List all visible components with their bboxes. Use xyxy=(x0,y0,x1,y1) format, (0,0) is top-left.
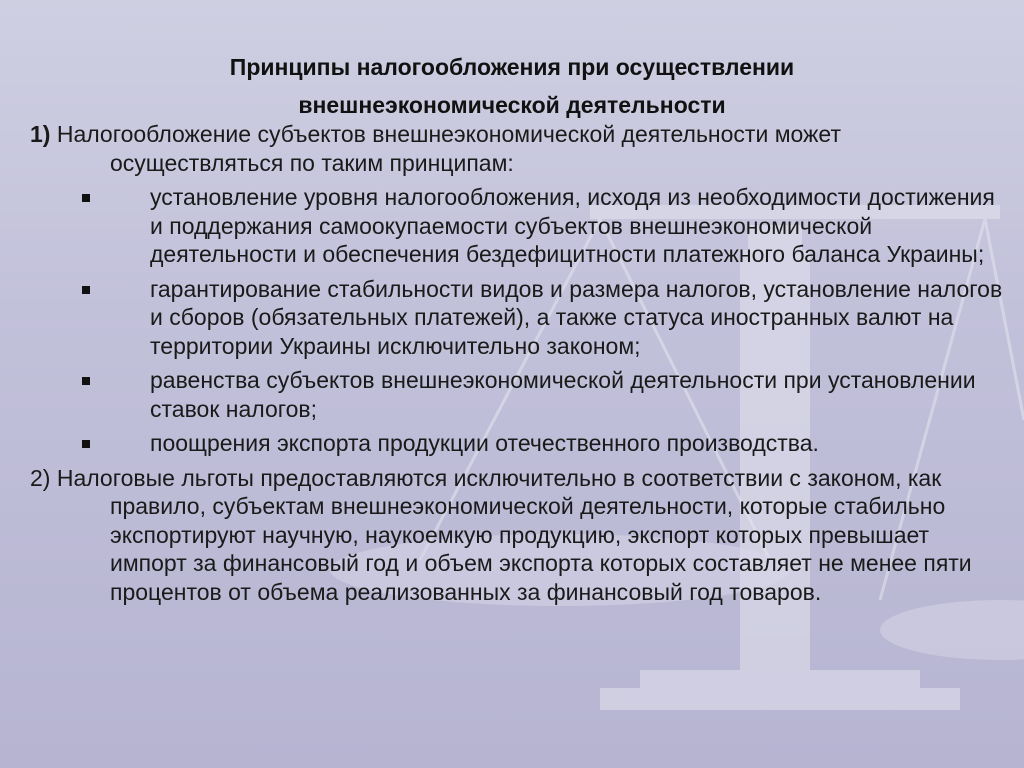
bullet-list xyxy=(30,183,1005,458)
square-bullet-icon xyxy=(82,440,90,448)
title-line-2: внешнеэкономической деятельности xyxy=(298,92,726,118)
bullet-text-2: гарантирование стабильности видов и размера налогов, установление налогов и сборов (обязательных платежей), а также статуса иностранных валют на территории Украины исключительно законом; xyxy=(150,275,1003,359)
title-line-1: Принципы налогообложения при осуществлении xyxy=(229,54,795,80)
bullet-item-3 xyxy=(30,366,1005,423)
paragraph-1 xyxy=(30,120,1005,177)
bullet-item-1 xyxy=(30,183,1005,269)
paragraph-2-text: Налоговые льготы предоставляются исключительно в соответствии с законом, как правило, субъектам внешнеэкономической деятельности, которые стабильно экспортируют научную, наукоемкую продукцию, экспорт которых превышает импорт за финансовый год и объем экспорта которых составляет не менее пяти процентов от объема реализованных за финансовый год товаров. xyxy=(56,464,972,605)
paragraph-2-number: 2) xyxy=(30,464,51,491)
square-bullet-icon xyxy=(82,286,90,294)
paragraph-2 xyxy=(30,464,1005,607)
paragraph-1-text: Налогообложение субъектов внешнеэкономической деятельности может осуществляться по таким принципам: xyxy=(56,121,841,176)
bullet-text-1: установление уровня налогообложения, исходя из необходимости достижения и поддержания самоокупаемости субъектов внешнеэкономической деятельности и обеспечения бездефицитности платежного баланса Украины; xyxy=(150,184,995,267)
square-bullet-icon xyxy=(82,377,90,385)
square-bullet-icon xyxy=(82,194,90,202)
bullet-text-4: поощрения экспорта продукции отечественного производства. xyxy=(150,430,819,456)
slide-title xyxy=(0,48,1024,124)
bullet-item-2 xyxy=(30,275,1005,361)
bullet-text-3: равенства субъектов внешнеэкономической деятельности при установлении ставок налогов; xyxy=(150,367,976,422)
paragraph-1-number: 1) xyxy=(30,121,51,147)
slide-body xyxy=(30,120,1005,606)
bullet-item-4 xyxy=(30,429,1005,458)
